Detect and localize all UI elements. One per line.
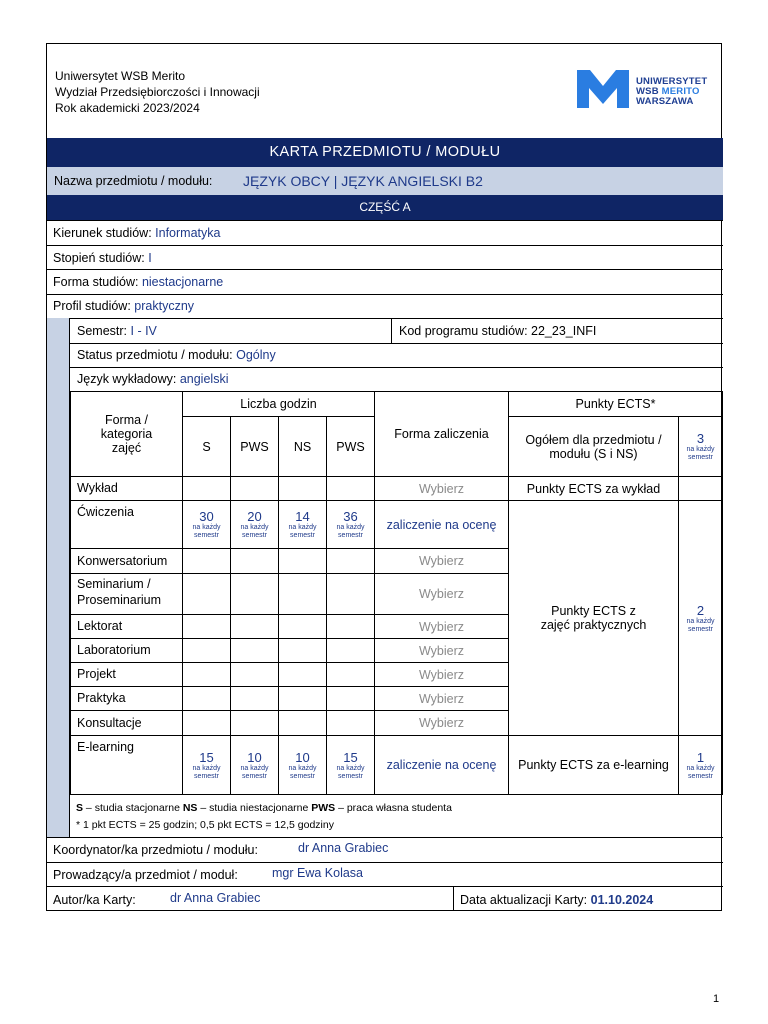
field-autor: Autor/ka Karty: dr Anna Grabiec Data aktualizacji Karty: 01.10.2024	[47, 886, 723, 911]
row-elearning-pws: 10 na każdy semestr	[230, 735, 279, 795]
empty-cell	[182, 548, 231, 574]
forma-value: niestacjonarne	[141, 275, 224, 289]
col-s-header: S	[182, 416, 231, 477]
empty-cell	[326, 638, 375, 663]
empty-cell	[278, 686, 327, 711]
field-status: Status przedmiotu / modułu: Ogólny	[70, 343, 723, 367]
subject-name: JĘZYK OBCY | JĘZYK ANGIELSKI B2	[243, 173, 483, 189]
row-wyklad-pws	[230, 476, 279, 501]
col-pws-header: PWS	[230, 416, 279, 477]
course-card	[46, 43, 722, 911]
university-info	[55, 68, 260, 116]
ogolem-header: Ogółem dla przedmiotu / modułu (S i NS)	[508, 416, 679, 477]
row-seminarium-label: Seminarium / Proseminarium	[70, 573, 183, 615]
empty-cell	[278, 548, 327, 574]
row-projekt-zaliczenie-select[interactable]: Wybierz	[374, 662, 509, 687]
semestr-value: I - IV	[130, 324, 157, 338]
ogolem-ects: 3 na każdy semestr	[678, 416, 723, 477]
ects-prakt-label: Punkty ECTS z zajęć praktycznych	[508, 500, 679, 736]
row-cwiczenia-zaliczenie-select[interactable]: zaliczenie na ocenę	[374, 500, 509, 549]
ects-elearning-label: Punkty ECTS za e-learning	[508, 735, 679, 795]
university-logo	[577, 70, 731, 110]
title-bar: KARTA PRZEDMIOTU / MODUŁU	[47, 138, 723, 167]
profil-value: praktyczny	[134, 299, 195, 313]
empty-cell	[326, 710, 375, 736]
row-praktyka-label: Praktyka	[70, 686, 183, 711]
liczba-godzin-header: Liczba godzin	[182, 391, 375, 417]
empty-cell	[326, 573, 375, 615]
page-number: 1	[713, 993, 720, 1005]
row-elearning-zaliczenie-select[interactable]: zaliczenie na ocenę	[374, 735, 509, 795]
ects-wyklad-value	[678, 476, 723, 501]
field-semestr: Semestr: I - IV Kod programu studiów: 22_23_INFI	[70, 318, 723, 343]
ects-wyklad-label: Punkty ECTS za wykład	[508, 476, 679, 501]
field-jezyk: Język wykładowy: angielski	[70, 367, 723, 391]
divider	[453, 887, 454, 911]
data-aktualizacji-value: 01.10.2024	[590, 893, 654, 907]
empty-cell	[182, 686, 231, 711]
row-cwiczenia-pws2: 36 na każdy semestr	[326, 500, 375, 549]
empty-cell	[230, 614, 279, 639]
row-cwiczenia-label: Ćwiczenia	[70, 500, 183, 549]
row-wyklad-pws2	[326, 476, 375, 501]
field-kierunek: Kierunek studiów: Informatyka	[47, 220, 723, 245]
empty-cell	[182, 710, 231, 736]
ects-prakt-value: 2 na każdy semestr	[678, 500, 723, 736]
ects-header: Punkty ECTS*	[508, 391, 723, 417]
part-bar: CZĘŚĆ A	[47, 195, 723, 220]
row-lektorat-zaliczenie-select[interactable]: Wybierz	[374, 614, 509, 639]
empty-cell	[278, 638, 327, 663]
legend	[70, 794, 723, 837]
empty-cell	[230, 710, 279, 736]
row-praktyka-zaliczenie-select[interactable]: Wybierz	[374, 686, 509, 711]
field-stopien: Stopień studiów: I	[47, 245, 723, 269]
ects-elearning-value: 1 na każdy semestr	[678, 735, 723, 795]
row-elearning-s: 15 na każdy semestr	[182, 735, 231, 795]
empty-cell	[182, 614, 231, 639]
empty-cell	[326, 548, 375, 574]
forma-header: Forma / kategoria zajęć	[70, 391, 183, 477]
empty-cell	[278, 573, 327, 615]
merito-m-icon	[577, 70, 629, 108]
field-koordynator: Koordynator/ka przedmiotu / modułu: dr Anna Grabiec	[47, 837, 723, 862]
empty-cell	[182, 638, 231, 663]
empty-cell	[326, 662, 375, 687]
section-stripe	[47, 318, 70, 837]
row-cwiczenia-ns: 14 na każdy semestr	[278, 500, 327, 549]
field-prowadzacy: Prowadzący/a przedmiot / moduł: mgr Ewa Kolasa	[47, 862, 723, 886]
row-wyklad-s	[182, 476, 231, 501]
row-elearning-pws2: 15 na każdy semestr	[326, 735, 375, 795]
empty-cell	[278, 614, 327, 639]
university-name: Uniwersytet WSB Merito	[55, 69, 186, 83]
kod-value: 22_23_INFI	[531, 324, 597, 338]
divider	[391, 319, 392, 343]
row-konsultacje-label: Konsultacje	[70, 710, 183, 736]
prowadzacy-value: mgr Ewa Kolasa	[272, 866, 364, 880]
row-lektorat-label: Lektorat	[70, 614, 183, 639]
logo-wordmark: UNIWERSYTET WSB MERITO WARSZAWA	[636, 76, 708, 107]
row-elearning-label: E-learning	[70, 735, 183, 795]
autor-value: dr Anna Grabiec	[170, 891, 261, 905]
empty-cell	[230, 662, 279, 687]
row-cwiczenia-pws: 20 na każdy semestr	[230, 500, 279, 549]
row-projekt-label: Projekt	[70, 662, 183, 687]
row-elearning-ns: 10 na każdy semestr	[278, 735, 327, 795]
field-forma: Forma studiów: niestacjonarne	[47, 269, 723, 294]
academic-year: Rok akademicki 2023/2024	[55, 101, 200, 115]
subject-row	[47, 167, 723, 195]
legend-note: * 1 pkt ECTS = 25 godzin; 0,5 pkt ECTS = 12,5 godziny	[76, 819, 334, 831]
kierunek-value: Informatyka	[155, 226, 221, 240]
forma-zaliczenia-header: Forma zaliczenia	[374, 391, 509, 477]
row-laboratorium-zaliczenie-select[interactable]: Wybierz	[374, 638, 509, 663]
empty-cell	[230, 548, 279, 574]
row-konwersatorium-zaliczenie-select[interactable]: Wybierz	[374, 548, 509, 574]
jezyk-value: angielski	[179, 372, 229, 386]
row-konsultacje-zaliczenie-select[interactable]: Wybierz	[374, 710, 509, 736]
row-cwiczenia-s: 30 na każdy semestr	[182, 500, 231, 549]
row-wyklad-label: Wykład	[70, 476, 183, 501]
status-value: Ogólny	[236, 348, 276, 362]
row-laboratorium-label: Laboratorium	[70, 638, 183, 663]
field-profil: Profil studiów: praktyczny	[47, 294, 723, 318]
row-konwersatorium-label: Konwersatorium	[70, 548, 183, 574]
row-wyklad-ns	[278, 476, 327, 501]
subject-label: Nazwa przedmiotu / modułu:	[54, 174, 213, 188]
empty-cell	[326, 686, 375, 711]
empty-cell	[182, 662, 231, 687]
stopien-value: I	[148, 251, 152, 265]
empty-cell	[230, 638, 279, 663]
faculty-name: Wydział Przedsiębiorczości i Innowacji	[55, 85, 260, 99]
koordynator-value: dr Anna Grabiec	[298, 841, 389, 855]
row-wyklad-zaliczenie-select[interactable]: Wybierz	[374, 476, 509, 501]
empty-cell	[182, 573, 231, 615]
row-seminarium-zaliczenie-select[interactable]: Wybierz	[374, 573, 509, 615]
empty-cell	[278, 662, 327, 687]
col-pws2-header: PWS	[326, 416, 375, 477]
empty-cell	[278, 710, 327, 736]
empty-cell	[230, 686, 279, 711]
col-ns-header: NS	[278, 416, 327, 477]
empty-cell	[230, 573, 279, 615]
legend-abbreviations: S – studia stacjonarne NS – studia niestacjonarne PWS – praca własna studenta	[76, 802, 452, 814]
empty-cell	[326, 614, 375, 639]
document-header	[47, 44, 723, 138]
